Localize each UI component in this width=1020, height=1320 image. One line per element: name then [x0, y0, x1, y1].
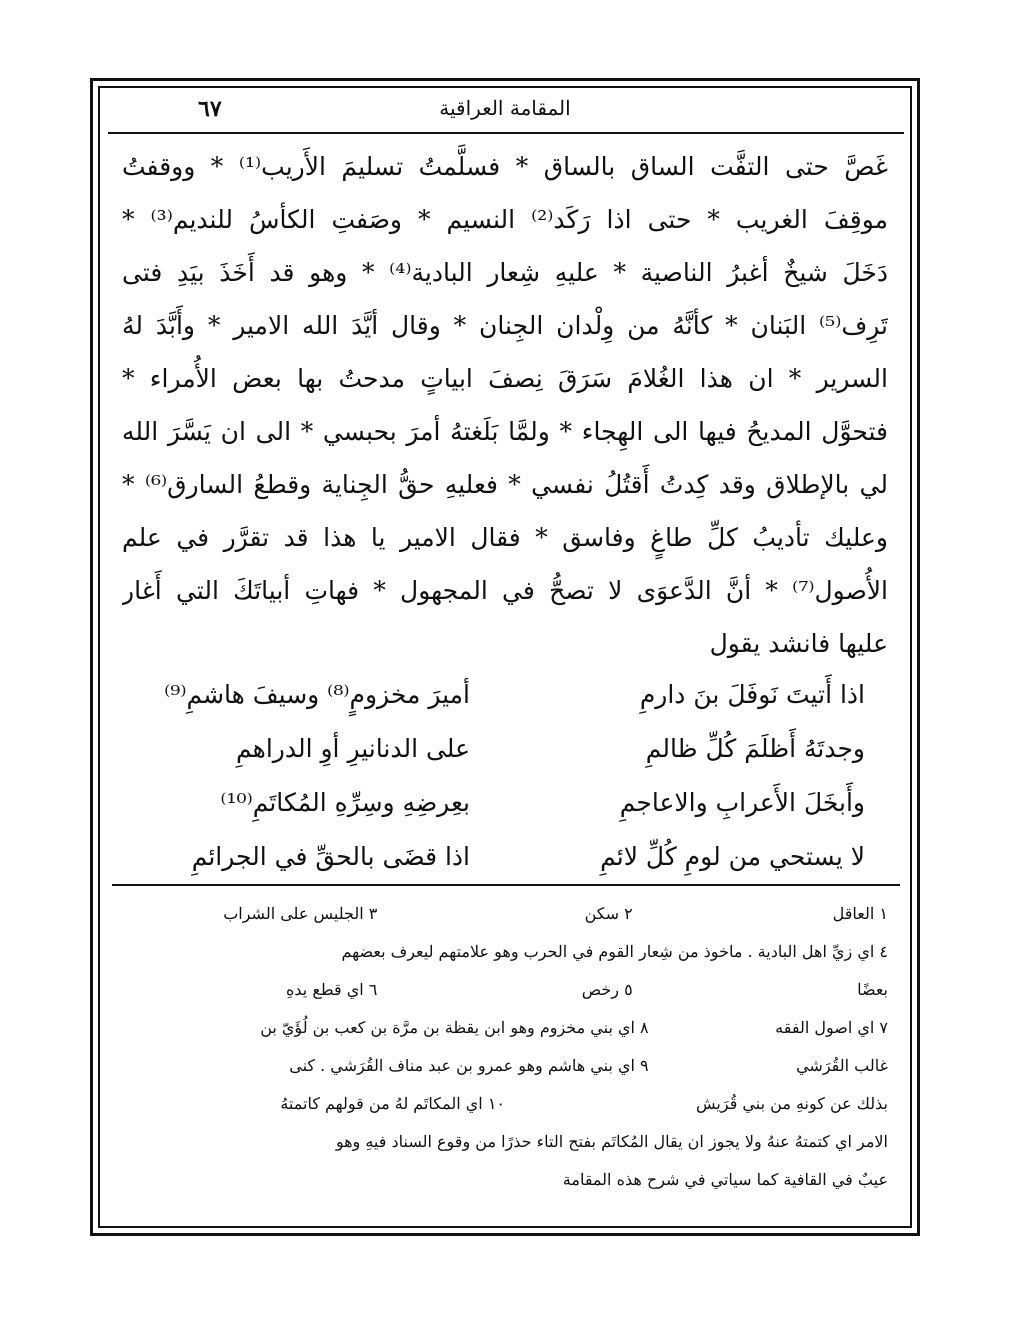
footnote: ٤ اي زيِّ اهل البادية . ماخوذ من شِعار القوم في الحرب وهو علامتهم ليعرف بعضهم	[341, 942, 888, 961]
prose-line: السرير * ان هذا الغُلامَ سَرَقَ نِصفَ ابياتٍ مدحتُ بها بعض الأُمراء *	[122, 364, 888, 393]
footnote-row	[122, 971, 888, 1009]
footnote: ٧ اي اصول الفقه	[775, 1018, 888, 1037]
hemistich-second: اذا قضَى بالحقِّ في الجرائمِ	[191, 842, 470, 871]
prose-line: وعليك تأديبُ كلِّ طاغٍ وفاسق * فقال الامير يا هذا قد تقرَّر في علم	[122, 523, 888, 552]
poem-verse	[130, 722, 865, 776]
hemistich-first: وأَبخَلَ الأَعرابِ والاعاجمِ	[619, 788, 865, 817]
footnote-row	[122, 1047, 888, 1085]
prose-line: عليها فانشد يقول	[709, 629, 888, 658]
poem-verse	[130, 668, 865, 722]
footnote: بذلك عن كونهِ من بني قُرَيش	[696, 1094, 888, 1113]
page-number: ٦٧	[198, 96, 222, 122]
prose-line: الأُصول⁽⁷⁾ * أنَّ الدَّعوَى لا تصحُّ في المجهول * فهاتِ أبياتَكَ التي أَغار	[122, 576, 888, 605]
footnote: غالب القُرَشي	[796, 1056, 888, 1075]
footnote: ٢ سكن	[584, 904, 633, 923]
footnote: ٩ اي بني هاشم وهو عمرو بن عبد مناف القُرَشي . كنى	[289, 1056, 649, 1075]
footnote: ٦ اي قطع يدهِ	[286, 980, 378, 999]
hemistich-second: بعِرضِهِ وسِرِّهِ المُكاتَمِ⁽¹⁰⁾	[220, 788, 470, 817]
footnotes	[122, 895, 888, 1199]
header-divider	[108, 132, 904, 134]
footnote: بعضًا	[857, 980, 888, 999]
prose-line: تَرِف⁽⁵⁾ البَنان * كأنَّهُ من وِلْدان الجِنان * وقال أيَّدَ الله الامير * وأَبَّدَ لهُ	[122, 311, 888, 340]
page-header	[120, 96, 890, 128]
prose-line: فتحوَّل المديحُ فيها الى الهِجاء * ولمَّا بَلَغتهُ أمرَ بحبسي * الى ان يَسَّرَ الله	[122, 417, 888, 446]
prose-line: موقِفَ الغريب * حتى اذا رَكَد⁽²⁾ النسيم * وصَفتِ الكأسُ للنديم⁽³⁾ *	[122, 205, 888, 234]
footnotes-divider	[112, 884, 900, 886]
footnote: ٣ الجليس على الشراب	[223, 904, 378, 923]
footnote-row	[122, 1009, 888, 1047]
footnote: عيبٌ في القافية كما سياتي في شرح هذه المقامة	[562, 1170, 888, 1189]
page-title: المقامة العراقية	[439, 96, 571, 120]
prose-line: دَخَلَ شيخٌ أغبرُ الناصية * عليهِ شِعار البادية⁽⁴⁾ * وهو قد أَخَذَ بيَدِ فتى	[122, 258, 888, 287]
footnote: الامر اي كتمتهُ عنهُ ولا يجوز ان يقال المُكاتَم بفتح التاء حذرًا من وقوع السناد فيهِ وهو	[335, 1132, 888, 1151]
footnote: ١ العاقل	[832, 904, 888, 923]
hemistich-second: على الدنانيرِ أوِ الدراهمِ	[236, 734, 470, 763]
hemistich-first: وجدتَهُ أَظلَمَ كُلِّ ظالمِ	[645, 734, 865, 763]
prose-line: غَصَّ حتى التفَّت الساق بالساق * فسلَّمتُ تسليمَ الأَريب⁽¹⁾ * ووقفتُ	[122, 152, 888, 181]
footnote-row	[122, 1085, 888, 1123]
footnote-row	[122, 895, 888, 933]
footnote: ٥ رخص	[581, 980, 633, 999]
hemistich-second: أميرَ مخزومٍ⁽⁸⁾ وسيفَ هاشمِ⁽⁹⁾	[164, 680, 470, 709]
prose-line: لي بالإطلاق وقد كِدتُ أَقتُلُ نفسي * فعليهِ حقُّ الجِناية وقطعُ السارق⁽⁶⁾ *	[122, 470, 888, 499]
poem	[130, 668, 865, 884]
poem-verse	[130, 830, 865, 884]
hemistich-first: لا يستحي من لومِ كُلِّ لائمِ	[600, 842, 865, 871]
hemistich-first: اذا أَتيتَ نَوفَلَ بنَ دارمِ	[639, 680, 865, 709]
poem-verse	[130, 776, 865, 830]
prose-body	[122, 140, 888, 670]
footnote: ٨ اي بني مخزوم وهو ابن يقظة بن مرَّة بن كعب بن لُؤَيّ بن	[260, 1018, 649, 1037]
footnote: ١٠ اي المكاتَم لهُ من قولهم كاتمتهُ	[280, 1094, 505, 1113]
